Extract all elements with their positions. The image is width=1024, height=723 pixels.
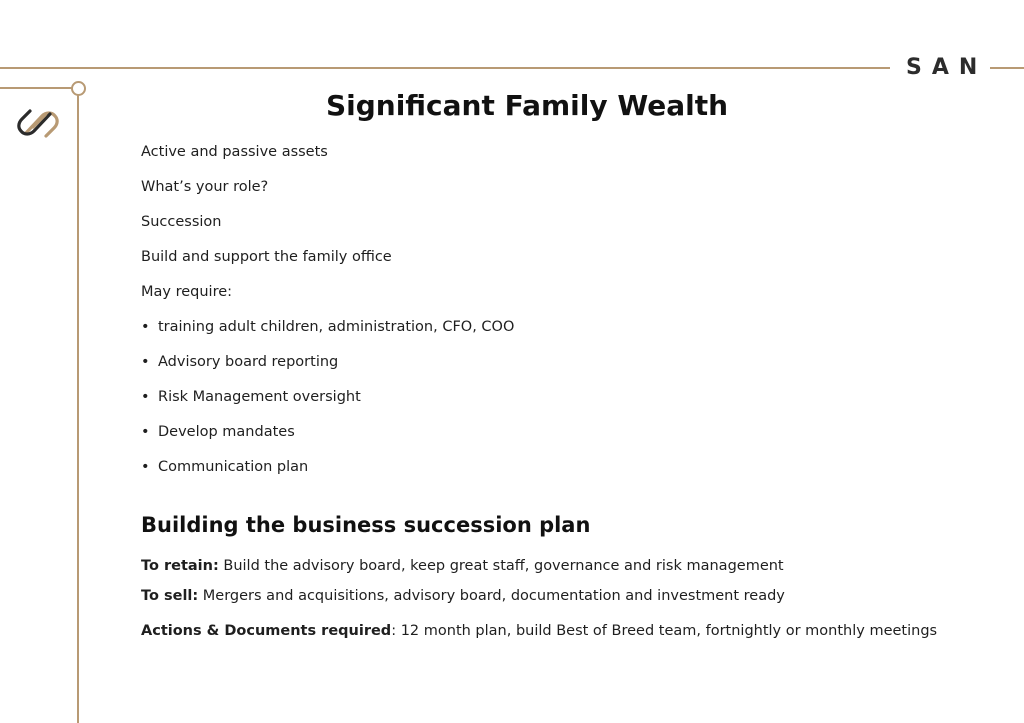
text-line: What’s your role? <box>141 179 269 195</box>
text-line: May require: <box>141 284 233 300</box>
bullet-item: • training adult children, administration, CFO, COO <box>141 317 514 352</box>
sell-label: To sell: <box>141 588 199 604</box>
bullet-item: • Risk Management oversight <box>141 387 514 422</box>
actions-text: : 12 month plan, build Best of Breed team, fortnightly or monthly meetings <box>391 623 938 639</box>
text-line: Build and support the family office <box>141 249 392 265</box>
frame-vertical-rule <box>77 95 79 723</box>
text-line: Succession <box>141 214 222 230</box>
top-divider-right <box>990 67 1024 69</box>
bullet-item: • Communication plan <box>141 457 514 492</box>
actions-label: Actions & Documents required <box>141 623 392 639</box>
retain-label: To retain: <box>141 558 219 574</box>
bullet-item: • Advisory board reporting <box>141 352 514 387</box>
section-heading: Building the business succession plan <box>141 513 591 537</box>
actions-paragraph <box>141 621 937 641</box>
text-line: Active and passive assets <box>141 144 328 160</box>
brand-wordmark: SAN <box>906 55 988 80</box>
bullet-item: • Develop mandates <box>141 422 514 457</box>
sell-paragraph <box>141 586 785 606</box>
sell-text: Mergers and acquisitions, advisory board, documentation and investment ready <box>198 588 785 604</box>
page-title: Significant Family Wealth <box>325 89 729 122</box>
top-divider-left <box>0 67 890 69</box>
content-list <box>141 142 514 492</box>
retain-paragraph <box>141 556 784 576</box>
retain-text: Build the advisory board, keep great staff, governance and risk management <box>218 558 784 574</box>
